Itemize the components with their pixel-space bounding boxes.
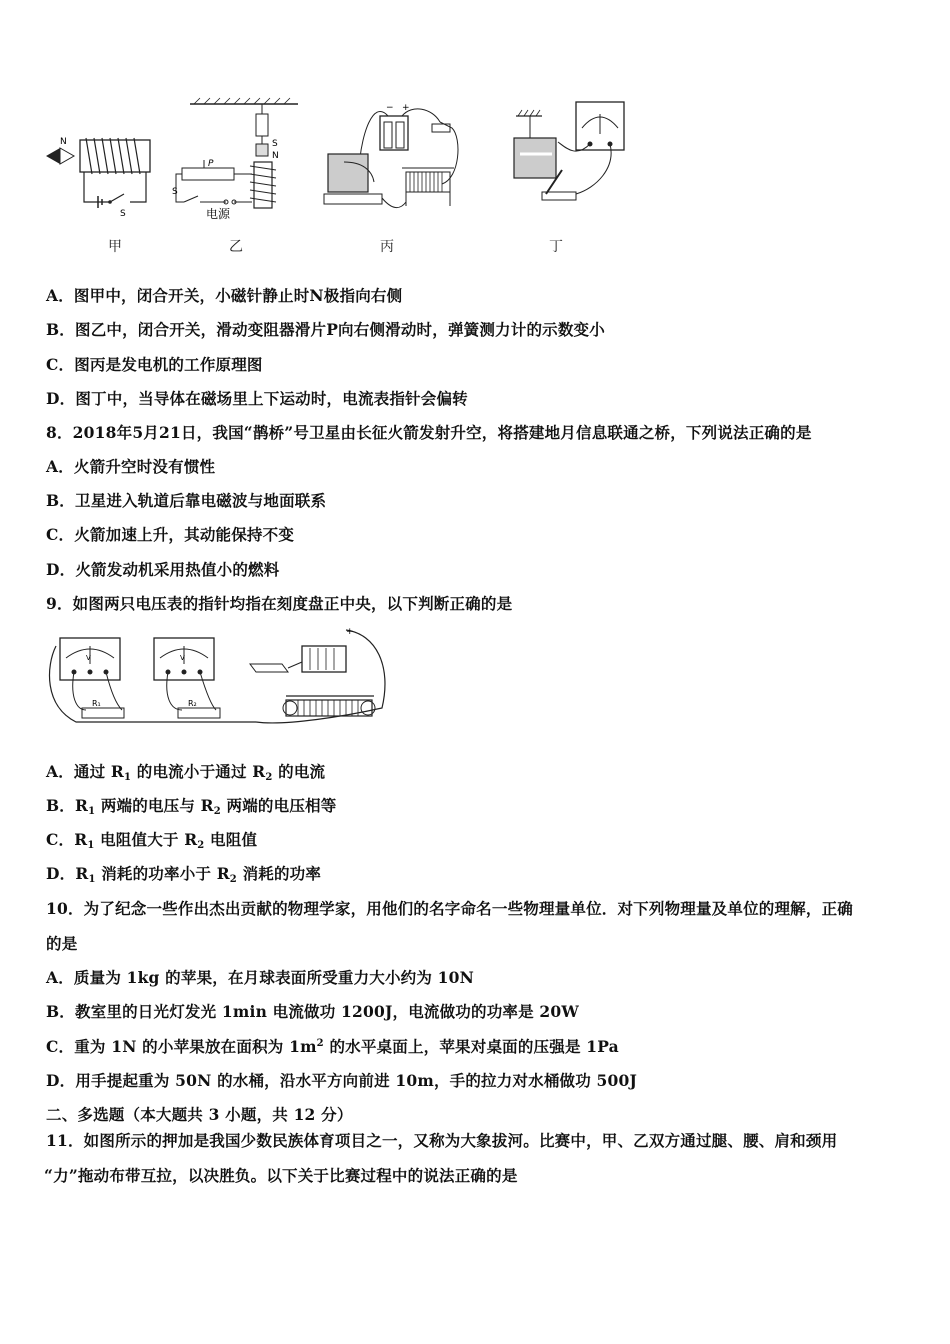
q10-stem-line1: 10．为了纪念一些作出杰出贡献的物理学家，用他们的名字命名一些物理量单位．对下列物理量及单位的理解，正确: [46, 899, 853, 918]
q8-option-b: B．卫星进入轨道后靠电磁波与地面联系: [46, 491, 327, 510]
q7-figure-bing: [322, 98, 472, 216]
svg-text:−: −: [386, 103, 394, 113]
jia-n-label: N: [60, 137, 67, 147]
q9-option-c: C．$R_1$ 电阻值大于 $R_2$ 电阻值: [46, 830, 258, 851]
q7-figure-jia: [44, 126, 160, 222]
caption-jia: 甲: [108, 239, 122, 255]
yi-p-label: P: [208, 159, 214, 169]
q10-option-a: A．质量为 1kg 的苹果，在月球表面所受重力大小约为 10N: [46, 968, 475, 987]
q7-option-b: B．图乙中，闭合开关，滑动变阻器滑片P向右侧滑动时，弹簧测力计的示数变小: [46, 320, 605, 339]
svg-text:+: +: [402, 103, 410, 113]
q9-r2-label: R₂: [188, 699, 197, 708]
q9-option-d: D．$R_1$ 消耗的功率小于 $R_2$ 消耗的功率: [46, 864, 322, 885]
q7-option-c: C．图丙是发电机的工作原理图: [46, 355, 263, 374]
svg-text:V: V: [180, 654, 185, 662]
yi-power-label: 电源: [206, 207, 231, 220]
yi-switch-label: S: [172, 187, 178, 197]
q8-option-c: C．火箭加速上升，其动能保持不变: [46, 525, 295, 544]
q8-option-a: A．火箭升空时没有惯性: [46, 457, 216, 476]
q9-stem: 9．如图两只电压表的指针均指在刻度盘正中央，以下判断正确的是: [46, 594, 513, 613]
q9-option-a: A．通过 $R_1$ 的电流小于通过 $R_2$ 的电流: [46, 762, 326, 783]
q10-stem-line2: 的是: [46, 934, 78, 953]
q11-stem-line2: “力”拖动布带互拉，以决胜负。以下关于比赛过程中的说法正确的是: [44, 1166, 518, 1185]
q8-stem: 8．2018年5月21日，我国“鹊桥”号卫星由长征火箭发射升空，将搭建地月信息联通之桥，下列说法正确的是: [46, 423, 812, 442]
yi-n-label: N: [272, 151, 279, 161]
q11-stem-line1: 11．如图所示的押加是我国少数民族体育项目之一，又称为大象拔河。比赛中，甲、乙双方通过腿、腰、肩和颈用: [46, 1131, 838, 1150]
q9-circuit-figure: [46, 626, 392, 730]
yi-s-label: S: [272, 139, 278, 149]
caption-ding: 丁: [549, 239, 563, 255]
caption-yi: 乙: [229, 239, 243, 255]
jia-s-label: S: [120, 209, 126, 219]
q8-option-d: D．火箭发动机采用热值小的燃料: [46, 560, 280, 579]
section2-heading: 二、多选题（本大题共 3 小题，共 12 分）: [46, 1105, 353, 1124]
q7-option-a: A．图甲中，闭合开关，小磁针静止时N极指向右侧: [46, 286, 403, 305]
q10-option-b: B．教室里的日光灯发光 1min 电流做功 1200J，电流做功的功率是 20W: [46, 1002, 579, 1021]
q7-figure-ding: [506, 98, 630, 216]
q7-figure-yi: [170, 96, 300, 220]
svg-text:V: V: [86, 654, 91, 662]
q9-r1-label: R₁: [92, 699, 101, 708]
caption-bing: 丙: [380, 239, 394, 255]
q9-option-b: B．$R_1$ 两端的电压与 $R_2$ 两端的电压相等: [46, 796, 337, 817]
q7-option-d: D．图丁中，当导体在磁场里上下运动时，电流表指针会偏转: [46, 389, 468, 408]
q10-option-d: D．用手提起重为 50N 的水桶，沿水平方向前进 10m，手的拉力对水桶做功 500J: [46, 1071, 638, 1090]
q9-plus-label: +: [346, 627, 354, 637]
q10-option-c: C．重为 1N 的小苹果放在面积为 $1m^2$ 的水平桌面上，苹果对桌面的压强是 1Pa: [46, 1037, 619, 1056]
